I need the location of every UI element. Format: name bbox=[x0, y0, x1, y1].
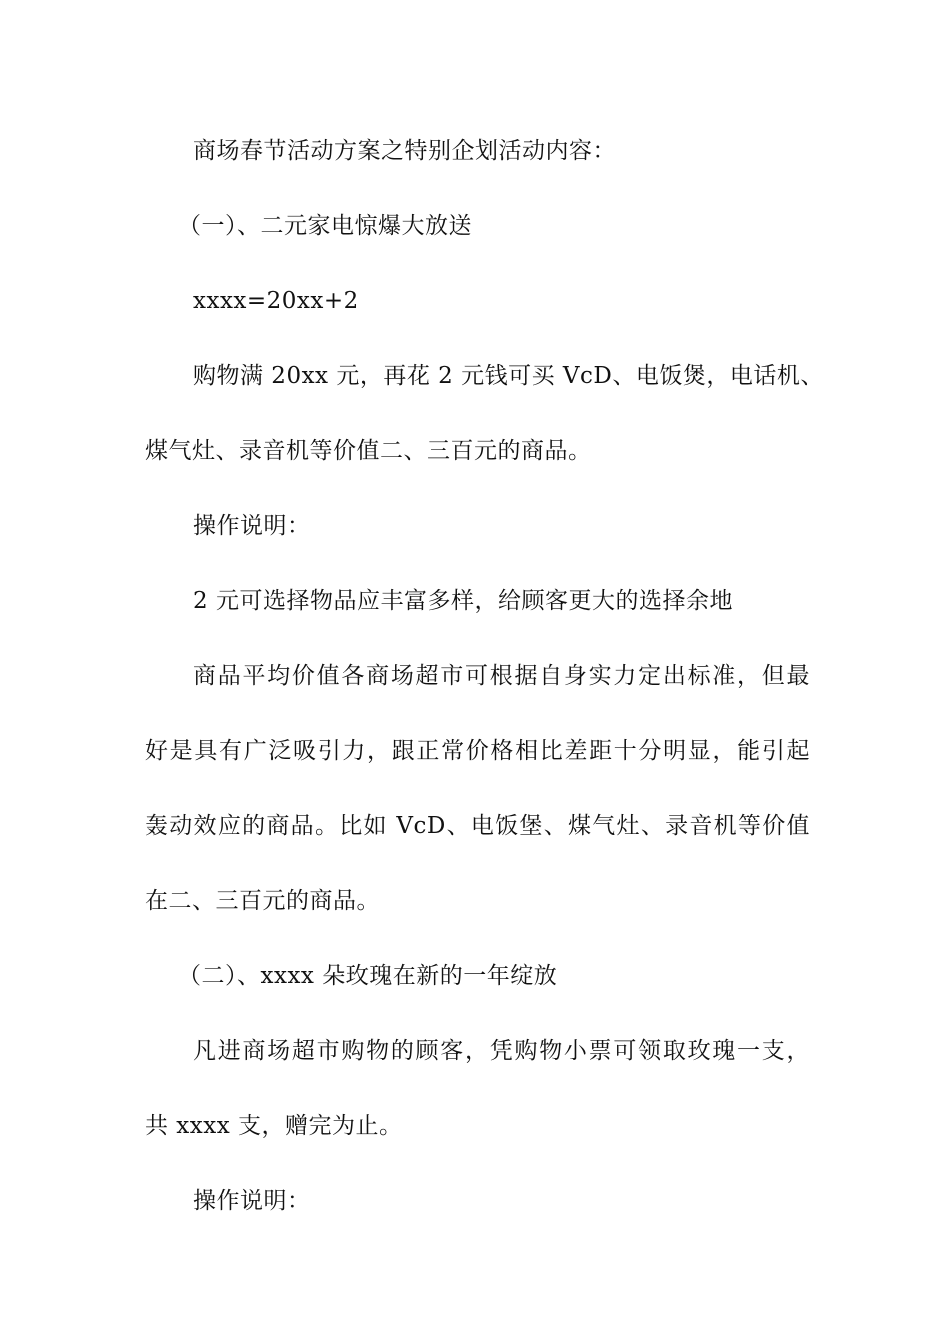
paragraph-line: 凡进商场超市购物的顾客，凭购物小票可领取玫瑰一支， bbox=[193, 1038, 810, 1064]
section-heading: 商场春节活动方案之特别企划活动内容： bbox=[193, 138, 616, 164]
operation-note-label: 操作说明： bbox=[193, 1188, 311, 1214]
paragraph-line: 好是具有广泛吸引力，跟正常价格相比差距十分明显，能引起 bbox=[145, 738, 810, 764]
subsection-heading-1: （一）、二元家电惊爆大放送 bbox=[178, 213, 472, 239]
paragraph-line: 商品平均价值各商场超市可根据自身实力定出标准，但最 bbox=[193, 663, 810, 689]
paragraph-line: 共 xxxx 支，赠完为止。 bbox=[145, 1113, 403, 1139]
operation-note-label: 操作说明： bbox=[193, 513, 311, 539]
paragraph-line: 2 元可选择物品应丰富多样，给顾客更大的选择余地 bbox=[193, 588, 733, 614]
subsection-heading-2: （二）、xxxx 朵玫瑰在新的一年绽放 bbox=[178, 963, 558, 989]
paragraph-line: 购物满 20xx 元，再花 2 元钱可买 VcD、电饭煲，电话机、 bbox=[193, 363, 824, 389]
paragraph-line: 轰动效应的商品。比如 VcD、电饭堡、煤气灶、录音机等价值 bbox=[145, 813, 810, 839]
formula-line: xxxx=20xx+2 bbox=[193, 288, 359, 314]
paragraph-line: 煤气灶、录音机等价值二、三百元的商品。 bbox=[145, 438, 592, 464]
paragraph-line: 在二、三百元的商品。 bbox=[145, 888, 380, 914]
